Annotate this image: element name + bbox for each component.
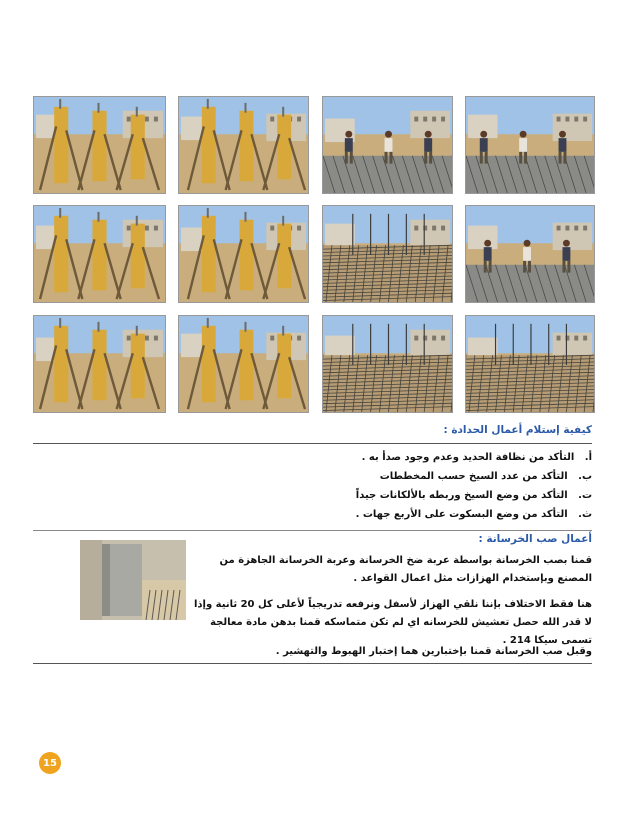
photo-3 <box>322 96 453 194</box>
photo-illustration <box>466 316 594 412</box>
photo-illustration <box>179 316 308 412</box>
section-end-divider <box>33 663 592 664</box>
photo-illustration <box>323 206 452 302</box>
section-divider <box>33 530 592 531</box>
photo-8 <box>465 205 595 303</box>
photo-7 <box>322 205 453 303</box>
photo-illustration <box>323 97 452 193</box>
photo-illustration <box>323 316 452 412</box>
photo-6 <box>178 205 309 303</box>
section-heading-concrete-pouring: أعمال صب الخرسانة : <box>478 533 592 545</box>
photo-illustration <box>34 316 165 412</box>
checklist-item <box>292 471 592 482</box>
checklist-item <box>292 509 592 520</box>
concrete-column-illustration <box>80 540 186 620</box>
page-number: 15 <box>43 757 57 769</box>
section-divider <box>33 443 592 444</box>
photo-illustration <box>34 206 165 302</box>
photo-illustration <box>179 206 308 302</box>
paragraph-tests: وقبل صب الخرسانة قمنا بإختبارين هما إختبار الهبوط والتهشير . <box>275 646 592 657</box>
page-number-badge <box>39 752 61 774</box>
checklist-item <box>292 490 592 501</box>
photo-9 <box>33 315 166 413</box>
item-marker: ب. <box>578 471 592 482</box>
photo-illustration <box>466 206 594 302</box>
photo-1 <box>33 96 166 194</box>
photo-4 <box>465 96 595 194</box>
item-marker: ت. <box>578 490 592 501</box>
photo-illustration <box>466 97 594 193</box>
checklist-item <box>292 452 592 463</box>
photo-10 <box>178 315 309 413</box>
item-text: التأكد من نظافة الحديد وعدم وجود صدأ به . <box>361 452 575 463</box>
item-text: التأكد من عدد السيخ حسب المخططات <box>379 471 568 482</box>
photo-2 <box>178 96 309 194</box>
item-text: التأكد من وضع البسكوت على الأربع جهات . <box>355 509 568 520</box>
photo-12 <box>465 315 595 413</box>
photo-5 <box>33 205 166 303</box>
paragraph-concrete-method: قمنا بصب الخرسانة بواسطة عربة ضخ الخرسانة وعربة الخرسانة الجاهزة من المصنع وبإستخدام الهزازات مثل اعمال القواعد . <box>219 555 592 584</box>
photo-11 <box>322 315 453 413</box>
photo-concrete-column <box>80 540 186 620</box>
photo-illustration <box>34 97 165 193</box>
item-text: التأكد من وضع السيخ وربطه بالألكانات جيداً <box>355 490 568 501</box>
section-heading-rebar-inspection: كيفية إستلام أعمال الحدادة : <box>443 424 592 436</box>
item-marker: ث. <box>578 509 592 520</box>
photo-illustration <box>179 97 308 193</box>
paragraph-vibration-detail: هنا فقط الاختلاف بإننا نلقي الهزاز لأسفل ونرفعه تدريجياً لأعلى كل 20 ثانية وإذا لا قدر الله حصل تعشيش للخرسانه اي لم تكن متماسكه قمنا بدهن مادة معالجة تسمى سيكا 214 . <box>194 599 592 646</box>
item-marker: أ. <box>584 452 592 463</box>
